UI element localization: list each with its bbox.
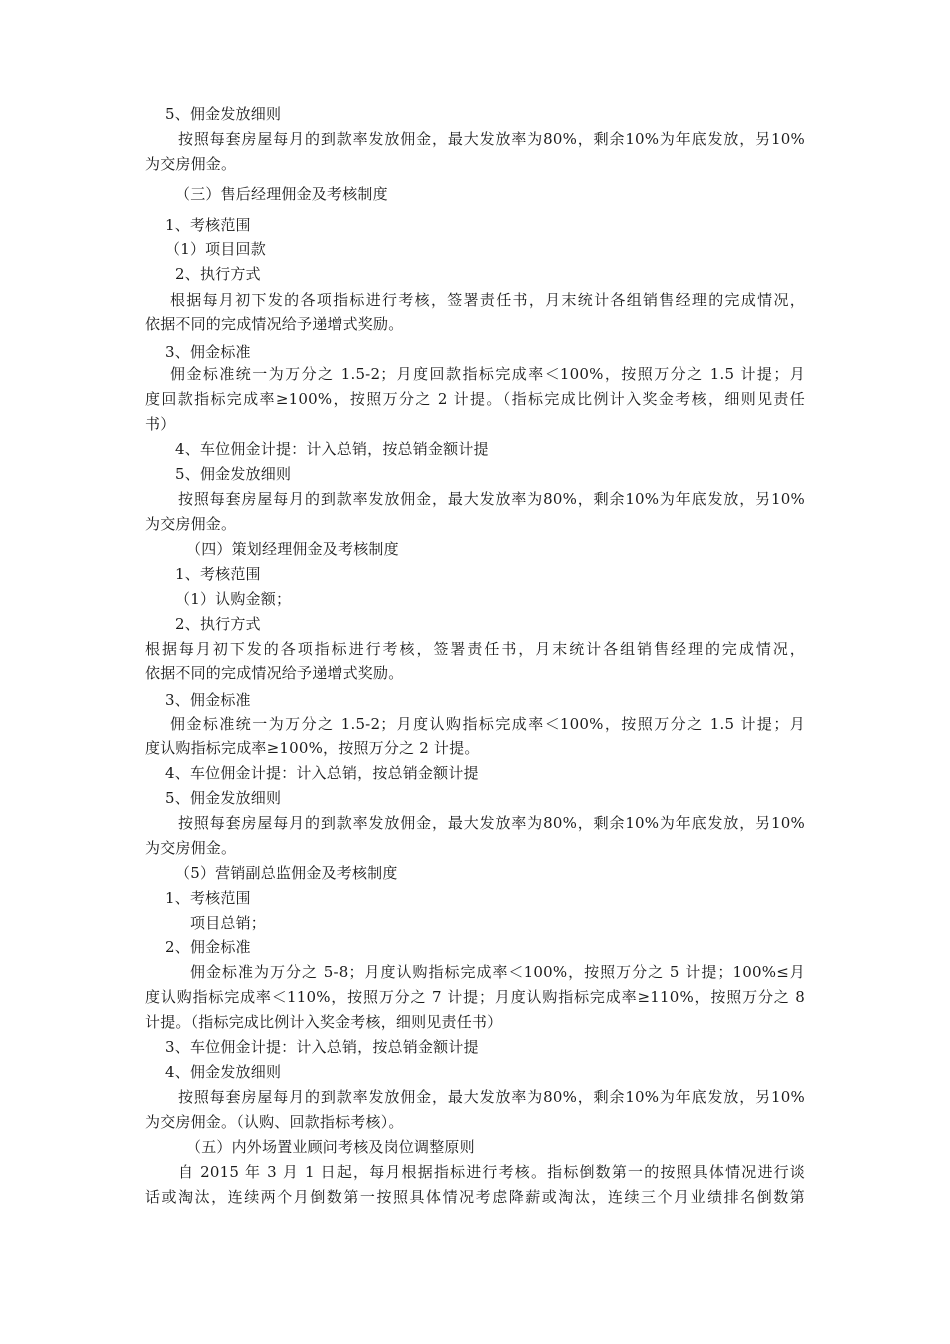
paragraph-line: 按照每套房屋每月的到款率发放佣金，最大发放率为80%，剩余10%为年底发放，另10%: [178, 490, 805, 508]
subsection-heading: 4、车位佣金计提：计入总销，按总销金额计提: [175, 440, 489, 458]
paragraph-line: 书）: [145, 415, 176, 433]
subsection-heading: 1、考核范围: [165, 216, 251, 234]
subsection-heading: 4、车位佣金计提：计入总销，按总销金额计提: [165, 764, 479, 782]
paragraph-line: 为交房佣金。: [145, 155, 237, 173]
section-heading: 5、佣金发放细则: [165, 105, 282, 123]
subsection-heading: 1、考核范围: [165, 889, 251, 907]
paragraph-line: 佣金标准统一为万分之 1.5-2；月度回款指标完成率＜100%，按照万分之 1.5 计提；月: [170, 365, 805, 383]
paragraph-line: 按照每套房屋每月的到款率发放佣金，最大发放率为80%，剩余10%为年底发放，另10%: [178, 814, 805, 832]
subsection-heading: 2、执行方式: [175, 615, 261, 633]
paragraph-line: 度回款指标完成率≥100%，按照万分之 2 计提。（指标完成比例计入奖金考核，细则见责任: [145, 390, 805, 408]
paragraph-line: 根据每月初下发的各项指标进行考核，签署责任书，月末统计各组销售经理的完成情况，: [170, 291, 805, 309]
paragraph-line: 按照每套房屋每月的到款率发放佣金，最大发放率为80%，剩余10%为年底发放，另10%: [178, 130, 805, 148]
subsection-heading: 1、考核范围: [175, 565, 261, 583]
paragraph-line: 为交房佣金。（认购、回款指标考核）。: [145, 1113, 404, 1131]
section-heading: （五）内外场置业顾问考核及岗位调整原则: [186, 1138, 475, 1156]
section-heading: （5）营销副总监佣金及考核制度: [175, 864, 398, 882]
paragraph-line: 项目总销；: [190, 914, 267, 932]
paragraph-line: 度认购指标完成率≥100%，按照万分之 2 计提。: [145, 739, 480, 757]
paragraph-line: 依据不同的完成情况给予递增式奖励。: [145, 664, 404, 682]
subsection-heading: 2、佣金标准: [165, 938, 251, 956]
subsection-heading: 3、车位佣金计提：计入总销，按总销金额计提: [165, 1038, 479, 1056]
section-heading: （四）策划经理佣金及考核制度: [186, 540, 399, 558]
subsection-heading: 3、佣金标准: [165, 691, 251, 709]
subsection-heading: 3、佣金标准: [165, 343, 251, 361]
paragraph-line: 度认购指标完成率＜110%，按照万分之 7 计提；月度认购指标完成率≥110%，按照万分之 8: [145, 988, 805, 1006]
paragraph-line: 话或淘汰，连续两个月倒数第一按照具体情况考虑降薪或淘汰，连续三个月业绩排名倒数第: [145, 1188, 805, 1206]
paragraph-line: 自 2015 年 3 月 1 日起，每月根据指标进行考核。指标倒数第一的按照具体情况进行谈: [178, 1163, 805, 1181]
subsection-heading: 5、佣金发放细则: [175, 465, 292, 483]
list-item: （1）认购金额；: [175, 590, 292, 608]
section-heading: （三）售后经理佣金及考核制度: [175, 185, 388, 203]
paragraph-line: 按照每套房屋每月的到款率发放佣金，最大发放率为80%，剩余10%为年底发放，另10%: [178, 1088, 805, 1106]
subsection-heading: 2、执行方式: [175, 265, 261, 283]
paragraph-line: 为交房佣金。: [145, 839, 237, 857]
paragraph-line: 为交房佣金。: [145, 515, 237, 533]
paragraph-line: 依据不同的完成情况给予递增式奖励。: [145, 315, 404, 333]
subsection-heading: 5、佣金发放细则: [165, 789, 282, 807]
list-item: （1）项目回款: [165, 240, 266, 258]
paragraph-line: 根据每月初下发的各项指标进行考核，签署责任书，月末统计各组销售经理的完成情况，: [145, 640, 805, 658]
paragraph-line: 佣金标准为万分之 5-8；月度认购指标完成率＜100%，按照万分之 5 计提；100%≤月: [190, 963, 805, 981]
subsection-heading: 4、佣金发放细则: [165, 1063, 282, 1081]
paragraph-line: 佣金标准统一为万分之 1.5-2；月度认购指标完成率＜100%，按照万分之 1.5 计提；月: [170, 715, 805, 733]
paragraph-line: 计提。（指标完成比例计入奖金考核，细则见责任书）: [145, 1013, 503, 1031]
